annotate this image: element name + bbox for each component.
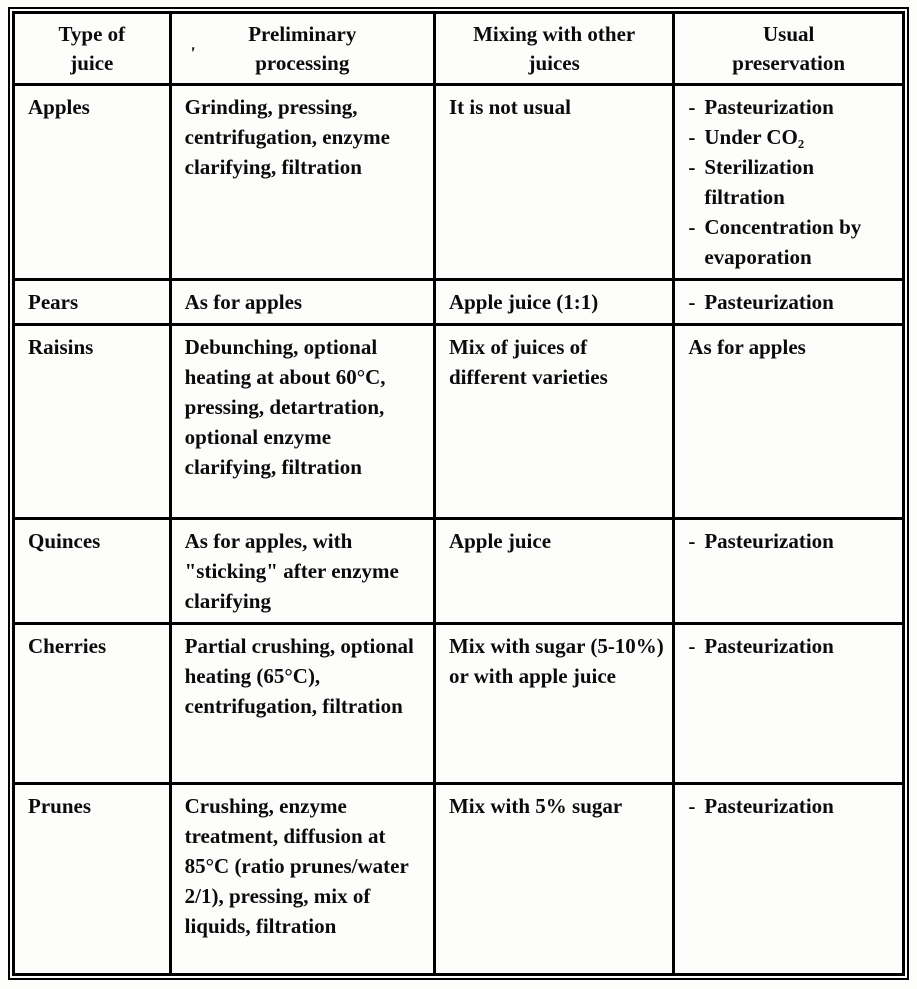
- header-label: Type of juice: [58, 21, 126, 75]
- table-row-prunes: [14, 784, 904, 975]
- header-label: Mixing with other juices: [473, 21, 636, 75]
- mixing-cell: Mix with 5% sugar: [434, 784, 673, 975]
- processing-cell: Grinding, pressing, centrifugation, enzyme clarifying, filtration: [170, 85, 434, 280]
- table-body: [14, 85, 904, 975]
- juice-name-cell: Quinces: [14, 519, 171, 624]
- dash-bullet: -: [688, 794, 696, 818]
- preservation-item: - Concentration by evaporation: [688, 212, 894, 272]
- preservation-cell: [674, 325, 904, 519]
- preservation-cell: [674, 624, 904, 784]
- dash-bullet: -: [688, 95, 696, 119]
- header-row: [14, 13, 904, 85]
- col-header-preliminary-processing: [170, 13, 434, 85]
- table-row-apples: [14, 85, 904, 280]
- preservation-cell: [674, 519, 904, 624]
- processing-cell: As for apples, with "sticking" after enzyme clarifying: [170, 519, 434, 624]
- header-label: Usual preservation: [732, 21, 846, 75]
- mixing-cell: Mix with sugar (5-10%) or with apple juice: [434, 624, 673, 784]
- dash-bullet: -: [688, 215, 696, 239]
- preservation-item: - Pasteurization: [688, 631, 894, 661]
- mixing-cell: Apple juice (1:1): [434, 280, 673, 325]
- preservation-item: As for apples: [688, 335, 806, 359]
- preservation-item: - Pasteurization: [688, 791, 894, 821]
- table-row-pears: [14, 280, 904, 325]
- preservation-item: - Pasteurization: [688, 287, 894, 317]
- table-row-cherries: [14, 624, 904, 784]
- processing-cell: Debunching, optional heating at about 60°C, pressing, detartration, optional enzyme clarifying, filtration: [170, 325, 434, 519]
- col-header-mixing-with-other-juices: [434, 13, 673, 85]
- juice-processing-table: [12, 11, 905, 976]
- dash-bullet: -: [688, 529, 696, 553]
- scan-artifact-mark: ': [188, 42, 197, 64]
- dash-bullet: -: [688, 634, 696, 658]
- preservation-item: - Pasteurization: [688, 92, 894, 122]
- processing-cell: Partial crushing, optional heating (65°C), centrifugation, filtration: [170, 624, 434, 784]
- dash-bullet: -: [688, 125, 696, 149]
- mixing-cell: Apple juice: [434, 519, 673, 624]
- table-row-raisins: [14, 325, 904, 519]
- mixing-cell: It is not usual: [434, 85, 673, 280]
- preservation-item: - Under CO₂: [688, 122, 894, 152]
- table-header: [14, 13, 904, 85]
- preservation-cell: [674, 280, 904, 325]
- juice-name-cell: Raisins: [14, 325, 171, 519]
- processing-cell: Crushing, enzyme treatment, diffusion at 85°C (ratio prunes/water 2/1), pressing, mix of liquids, filtration: [170, 784, 434, 975]
- dash-bullet: -: [688, 290, 696, 314]
- juice-name-cell: Apples: [14, 85, 171, 280]
- juice-name-cell: Pears: [14, 280, 171, 325]
- col-header-type-of-juice: [14, 13, 171, 85]
- preservation-item: - Sterilization filtration: [688, 152, 894, 212]
- juice-name-cell: Prunes: [14, 784, 171, 975]
- preservation-cell: [674, 784, 904, 975]
- mixing-cell: Mix of juices of different varieties: [434, 325, 673, 519]
- juice-name-cell: Cherries: [14, 624, 171, 784]
- dash-bullet: -: [688, 155, 696, 179]
- preservation-item: - Pasteurization: [688, 526, 894, 556]
- col-header-usual-preservation: [674, 13, 904, 85]
- processing-cell: As for apples: [170, 280, 434, 325]
- table-outer-frame: [8, 7, 909, 980]
- table-row-quinces: [14, 519, 904, 624]
- header-label: Preliminary processing: [248, 21, 357, 75]
- preservation-cell: [674, 85, 904, 280]
